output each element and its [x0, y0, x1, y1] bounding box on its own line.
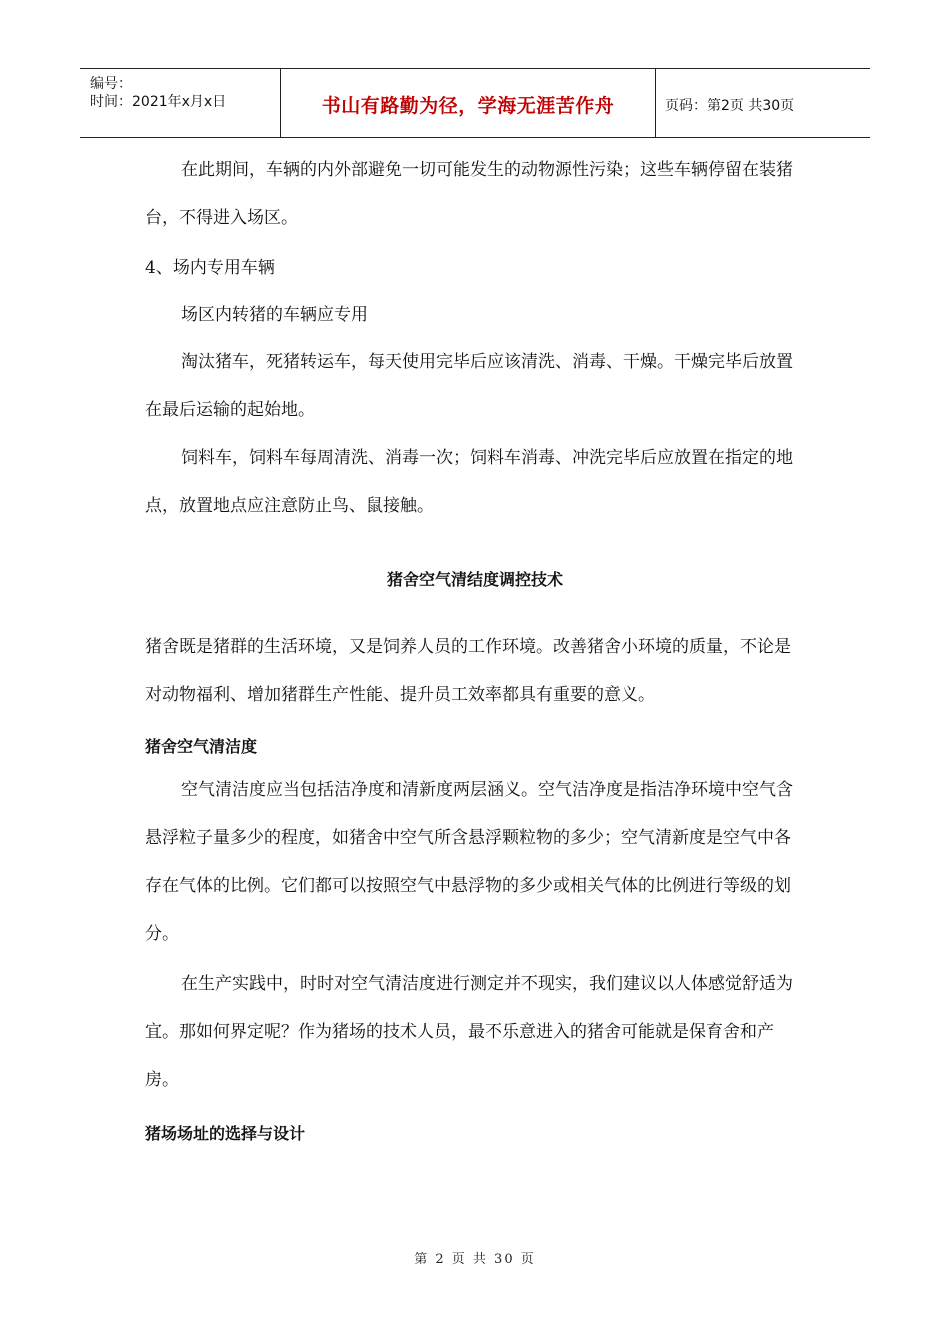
subheading-site-selection: 猪场场址的选择与设计: [145, 1124, 306, 1143]
header-meta-cell: [80, 69, 280, 137]
subheading-air-cleanliness: 猪舍空气清洁度: [145, 737, 258, 756]
list-item-4: 4、场内专用车辆: [145, 258, 275, 278]
paragraph-vehicle-contamination: 在此期间，车辆的内外部避免一切可能发生的动物源性污染；这些车辆停留在装猪台，不得进入场区。: [145, 160, 793, 228]
document-date-label: 时间：2021年x月x日: [90, 94, 227, 110]
section-title: 猪舍空气清结度调控技术: [386, 570, 563, 589]
paragraph-intro: 猪舍既是猪群的生活环境，又是饲养人员的工作环境。改善猪舍小环境的质量，不论是对动物福利、增加猪群生产性能、提升员工效率都具有重要的意义。: [145, 637, 791, 705]
paragraph-transfer-vehicles: 场区内转猪的车辆应专用: [181, 305, 368, 325]
document-number-label: 编号：: [90, 76, 132, 92]
paragraph-practice: 在生产实践中，时时对空气清洁度进行测定并不现实，我们建议以人体感觉舒适为宜。那如何界定呢？作为猪场的技术人员，最不乐意进入的猪舍可能就是保育舍和产房。: [145, 974, 793, 1090]
header-motto-cell: [280, 69, 656, 137]
paragraph-cull-vehicles: 淘汰猪车，死猪转运车，每天使用完毕后应该清洗、消毒、干燥。干燥完毕后放置在最后运输的起始地。: [145, 352, 793, 420]
document-header: [80, 68, 870, 138]
page-footer: 第 2 页 共 30 页: [414, 1252, 536, 1267]
paragraph-feed-vehicles: 饲料车，饲料车每周清洗、消毒一次；饲料车消毒、冲洗完毕后应放置在指定的地点，放置地点应注意防止鸟、鼠接触。: [145, 448, 793, 516]
header-motto: 书山有路勤为径，学海无涯苦作舟: [321, 95, 615, 117]
header-page-cell: [655, 69, 870, 137]
paragraph-air-definition: 空气清洁度应当包括洁净度和清新度两层涵义。空气洁净度是指洁净环境中空气含悬浮粒子量多少的程度，如猪舍中空气所含悬浮颗粒物的多少；空气清新度是空气中各存在气体的比例。它们都可以按照空气中悬浮物的多少或相关气体的比例进行等级的划分。: [145, 780, 793, 944]
header-page-number: 页码：第2页 共30页: [665, 98, 795, 114]
